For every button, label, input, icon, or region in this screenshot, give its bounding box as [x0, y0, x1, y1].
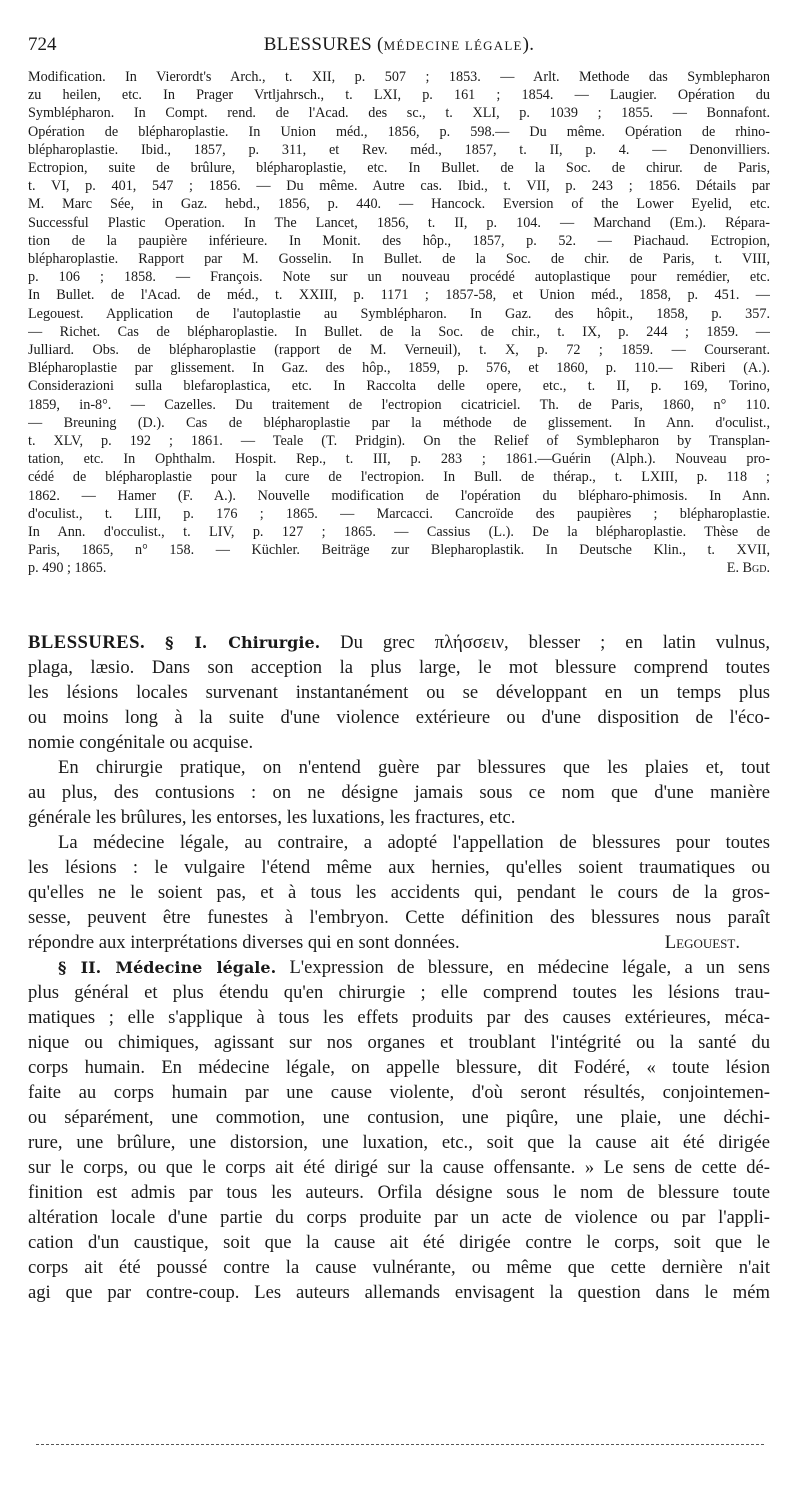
- bibliography-line-text: p. 490 ; 1865.: [28, 560, 107, 577]
- bibliography-block: [28, 68, 770, 578]
- bibliography-line: t. XLV, p. 192 ; 1861. — Teale (T. Pridgin). On the Relief of Symblepharon by Transplan-: [28, 433, 770, 450]
- bibliography-line: Symblépharon. In Compt. rend. de l'Acad. des sc., t. XLI, p. 1039 ; 1855. — Bonnafont.: [28, 105, 770, 122]
- article-line: générale les brûlures, les entorses, les luxations, les fractures, etc.: [28, 807, 516, 828]
- article-line: les lésions : le vulgaire l'étend même aux hernies, qu'elles soient traumatiques ou: [28, 857, 770, 878]
- bibliography-signature: E. Bgd.: [726, 560, 770, 577]
- bibliography-line: tation, etc. In Ophthalm. Hospit. Rep., t. III, p. 283 ; 1861.—Guérin (Alph.). Nouveau pro-: [28, 451, 770, 468]
- article-line: altération locale d'une partie du corps produite par un acte de violence ou par l'appli-: [28, 1207, 770, 1228]
- bibliography-line: t. VI, p. 401, 547 ; 1856. — Du même. Autre cas. Ibid., t. VII, p. 243 ; 1856. Détails par: [28, 178, 770, 195]
- article-line: sesse, peuvent être funestes à l'embryon. Cette définition des blessures nous paraît: [28, 907, 770, 928]
- bibliography-line: Legouest. Application de l'autoplastie au Symblépharon. In Gaz. des hôpit., 1858, p. 357.: [28, 305, 770, 322]
- article-line: agi que par contre-coup. Les auteurs allemands envisagent la question dans le mém: [28, 1282, 770, 1303]
- article-line: plaga, læsio. Dans son acception la plus large, le mot blessure comprend toutes: [28, 657, 770, 678]
- bibliography-line: d'oculist., t. LIII, p. 176 ; 1865. — Marcacci. Cancroïde des paupières ; blépharoplastie.: [28, 505, 770, 522]
- bibliography-line: cédé de blépharoplastie pour la cure de l'ectropion. In Bull. de thérap., t. LXIII, p. 118 ;: [28, 469, 770, 486]
- article-text: Du grec πλήσσειν, blesser ; en latin vulnus,: [340, 632, 770, 653]
- bibliography-line: In Ann. d'occulist., t. LIV, p. 127 ; 1865. — Cassius (L.). De la blépharoplastie. Thèse de: [28, 524, 770, 541]
- footer-dashed-rule: [36, 1444, 764, 1445]
- article-line: La médecine légale, au contraire, a adopté l'appellation de blessures pour toutes: [58, 832, 770, 853]
- author-signature: Legouest.: [664, 932, 740, 953]
- page-number: 724: [28, 34, 57, 55]
- article-line: ou moins long à la suite d'une violence extérieure ou d'une disposition de l'éco-: [28, 707, 770, 728]
- bibliography-line: Successful Plastic Operation. In The Lancet, 1856, t. II, p. 104. — Marchand (Em.). Répara-: [28, 214, 770, 231]
- article-line: corps humain. En médecine légale, on appelle blessure, dit Fodéré, « toute lésion: [28, 1057, 770, 1078]
- bibliography-line: Considerazioni sulla blefaroplastica, etc. In Raccolta delle opere, etc., t. II, p. 169, Torino,: [28, 378, 770, 395]
- article-line: En chirurgie pratique, on n'entend guère par blessures que les plaies et, tout: [58, 757, 770, 778]
- bibliography-line: Blépharoplastie par glissement. In Gaz. des hôp., 1859, p. 576, et 1860, p. 110.— Riberi (A.).: [28, 360, 770, 377]
- article-line: ou séparément, une commotion, une contusion, une piqûre, une plaie, une déchi-: [28, 1107, 770, 1128]
- bibliography-line: 1862. — Hamer (F. A.). Nouvelle modification de l'opération du blépharo-phimosis. In Ann.: [28, 487, 770, 504]
- article-text: L'expression de blessure, en médecine légale, a un sens: [289, 957, 770, 978]
- article-line: faite au corps humain par une cause violente, d'où seront résultés, conjointemen-: [28, 1082, 770, 1103]
- bibliography-line: blépharoplastie. Rapport par M. Gosselin. In Bullet. de la Soc. de chir. de Paris, t. VIII,: [28, 251, 770, 268]
- bibliography-line: p. 106 ; 1858. — François. Note sur un nouveau procédé autoplastique pour remédier, etc.: [28, 269, 770, 286]
- article-line: [28, 630, 770, 655]
- article-text: répondre aux interprétations diverses qui en sont données.: [28, 932, 460, 953]
- article-line: cation d'un caustique, soit que la cause ait été dirigée contre le corps, soit que le: [28, 1232, 770, 1253]
- headword: BLESSURES.: [28, 632, 146, 653]
- bibliography-line: M. Marc Sée, in Gaz. hebd., 1856, p. 440. — Hancock. Eversion of the Lower Eyelid, etc.: [28, 196, 770, 213]
- running-title: [28, 34, 770, 56]
- article-line: sur le corps, ou que le corps ait été dirigé sur la cause offensante. » Le sens de cette dé-: [28, 1157, 770, 1178]
- article-line: les lésions locales survenant instantanément ou se développant en un temps plus: [28, 682, 770, 703]
- article-line: nique ou chimiques, agissant sur nos organes et troublant l'intégrité ou la santé du: [28, 1032, 770, 1053]
- article-line: plus général et plus étendu qu'en chirurgie ; elle comprend toutes les lésions trau-: [28, 982, 770, 1003]
- section-1-heading: § I. Chirurgie.: [165, 633, 321, 652]
- article-line: matiques ; elle s'applique à tous les effets produits par des causes extérieures, méca-: [28, 1007, 770, 1028]
- running-title-end: ).: [522, 34, 535, 55]
- bibliography-line: blépharoplastie. Ibid., 1857, p. 311, et Rev. méd., 1857, t. II, p. 4. — Denonvilliers.: [28, 141, 770, 158]
- bibliography-line: [28, 559, 770, 577]
- running-title-section: MÉDECINE LÉGALE: [383, 38, 523, 53]
- bibliography-line: zu heilen, etc. In Prager Vrtljahrsch., t. LXI, p. 161 ; 1854. — Laugier. Opération du: [28, 87, 770, 104]
- bibliography-line: Julliard. Obs. de blépharoplastie (rapport de M. Verneuil), t. X, p. 72 ; 1859. — Courserant.: [28, 342, 770, 359]
- section-2-heading: § II. Médecine légale.: [58, 958, 277, 977]
- bibliography-line: Ectropion, suite de brûlure, blépharoplastie, etc. In Bullet. de la Soc. de chirur. de Paris,: [28, 160, 770, 177]
- article-line: [28, 930, 770, 955]
- running-header: [28, 34, 770, 60]
- article-line: nomie congénitale ou acquise.: [28, 732, 254, 753]
- running-title-main: BLESSURES (: [263, 34, 384, 55]
- article-line: corps ait été poussé contre la cause vulnérante, ou même que cette dernière n'ait: [28, 1257, 770, 1278]
- bibliography-line: Opération de blépharoplastie. In Union méd., 1856, p. 598.— Du même. Opération de rhino-: [28, 123, 770, 140]
- bibliography-line: — Breuning (D.). Cas de blépharoplastie par la méthode de glissement. In Ann. d'oculist.,: [28, 414, 770, 431]
- article-line: finition est admis par tous les auteurs. Orfila désigne sous le nom de blessure toute: [28, 1182, 770, 1203]
- article-line: [28, 955, 770, 980]
- bibliography-line: Paris, 1865, n° 158. — Küchler. Beiträge zur Blepharoplastik. In Deutsche Klin., t. XVII,: [28, 542, 770, 559]
- bibliography-line: — Richet. Cas de blépharoplastie. In Bullet. de la Soc. de chir., t. IX, p. 244 ; 1859. —: [28, 323, 770, 340]
- article-line: qu'elles ne le soient pas, et à tous les accidents qui, pendant le cours de la gros-: [28, 882, 770, 903]
- bibliography-line: In Bullet. de l'Acad. de méd., t. XXIII, p. 1171 ; 1857-58, et Union méd., 1858, p. 451. —: [28, 287, 770, 304]
- bibliography-line: 1859, in-8°. — Cazelles. Du traitement de l'ectropion cicatriciel. Th. de Paris, 1860, n° 110.: [28, 396, 770, 413]
- bibliography-line: Modification. In Vierordt's Arch., t. XII, p. 507 ; 1853. — Arlt. Methode das Symblepharon: [28, 69, 770, 85]
- article-line: au plus, des contusions : on ne désigne jamais sous ce nom que d'une manière: [28, 782, 770, 803]
- article-body: [28, 630, 770, 1305]
- article-line: rure, une brûlure, une distorsion, une luxation, etc., soit que la cause ait été dirigée: [28, 1132, 770, 1153]
- bibliography-line: tion de la paupière inférieure. In Monit. des hôp., 1857, p. 52. — Piachaud. Ectropion,: [28, 232, 770, 249]
